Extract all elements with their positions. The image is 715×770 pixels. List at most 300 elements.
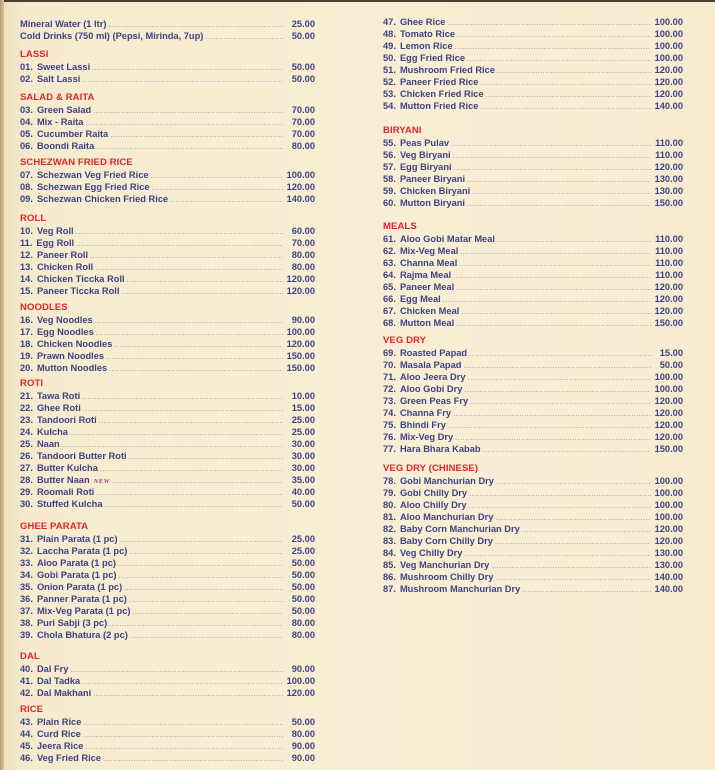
item-name: Butter Kulcha bbox=[36, 463, 98, 473]
dot-leader bbox=[82, 392, 283, 404]
item-name: Chicken Meal bbox=[399, 306, 460, 316]
menu-item bbox=[20, 402, 315, 414]
item-number: 43. bbox=[20, 717, 33, 727]
item-price: 50.00 bbox=[291, 499, 315, 509]
dot-leader bbox=[468, 373, 651, 385]
item-price: 100.00 bbox=[654, 488, 683, 498]
menu-item bbox=[383, 419, 683, 431]
menu-item bbox=[383, 475, 683, 487]
dot-leader bbox=[483, 445, 651, 457]
item-name: Cucumber Raita bbox=[36, 129, 109, 139]
menu-section-meals bbox=[383, 221, 683, 329]
section-title: BIRYANI bbox=[383, 125, 422, 136]
menu-item bbox=[20, 716, 315, 728]
menu-item bbox=[20, 128, 315, 140]
item-price: 15.00 bbox=[659, 348, 683, 358]
item-price: 15.00 bbox=[291, 403, 315, 413]
item-number: 42. bbox=[20, 688, 33, 698]
item-price: 100.00 bbox=[654, 372, 683, 382]
dot-leader bbox=[447, 18, 651, 30]
item-number: 36. bbox=[20, 594, 33, 604]
dot-leader bbox=[127, 275, 283, 287]
item-price: 100.00 bbox=[654, 53, 683, 63]
dot-leader bbox=[96, 142, 283, 154]
item-price: 110.00 bbox=[655, 258, 683, 268]
item-price: 140.00 bbox=[654, 584, 683, 594]
dot-leader bbox=[455, 433, 651, 445]
item-number: 38. bbox=[20, 618, 33, 628]
dot-leader bbox=[469, 501, 651, 513]
item-name: Panner Parata (1 pc) bbox=[36, 594, 127, 604]
dot-leader bbox=[129, 452, 283, 464]
item-price: 120.00 bbox=[654, 65, 683, 75]
item-name: Roasted Papad bbox=[399, 348, 468, 358]
item-price: 25.00 bbox=[291, 427, 315, 437]
item-number: 31. bbox=[20, 534, 33, 544]
item-price: 120.00 bbox=[654, 282, 683, 292]
dot-leader bbox=[469, 489, 651, 501]
item-price: 30.00 bbox=[291, 439, 315, 449]
item-price: 50.00 bbox=[291, 582, 315, 592]
item-name: Naan bbox=[36, 439, 60, 449]
menu-item bbox=[383, 571, 683, 583]
dot-leader bbox=[453, 409, 651, 421]
item-name: Mix-Veg Meal bbox=[399, 246, 459, 256]
menu-item bbox=[20, 414, 315, 426]
item-name: Schezwan Chicken Fried Rice bbox=[36, 194, 169, 204]
menu-item bbox=[383, 293, 683, 305]
item-name: Mutton Biryani bbox=[399, 198, 466, 208]
item-name: Cold Drinks (750 ml) (Pepsi, Mirinda, 7up) bbox=[20, 31, 204, 41]
item-number: 66. bbox=[383, 294, 396, 304]
menu-item bbox=[20, 569, 315, 581]
item-price: 150.00 bbox=[286, 363, 315, 373]
item-price: 120.00 bbox=[654, 162, 683, 172]
item-price: 60.00 bbox=[291, 226, 315, 236]
item-number: 34. bbox=[20, 570, 33, 580]
item-price: 120.00 bbox=[654, 420, 683, 430]
item-name: Chicken Noodles bbox=[36, 339, 113, 349]
item-price: 30.00 bbox=[291, 463, 315, 473]
dot-leader bbox=[472, 187, 651, 199]
item-price: 90.00 bbox=[291, 753, 315, 763]
item-number: 85. bbox=[383, 560, 396, 570]
item-price: 50.00 bbox=[291, 31, 315, 41]
item-number: 62. bbox=[383, 246, 396, 256]
menu-section-continued bbox=[383, 16, 683, 112]
item-number: 37. bbox=[20, 606, 33, 616]
item-price: 70.00 bbox=[291, 129, 315, 139]
item-name: Schezwan Egg Fried Rice bbox=[36, 182, 150, 192]
dot-leader bbox=[129, 547, 283, 559]
item-name: Peas Pulav bbox=[399, 138, 450, 148]
item-name: Dal Fry bbox=[36, 664, 69, 674]
item-price: 120.00 bbox=[654, 524, 683, 534]
menu-item bbox=[383, 559, 683, 571]
item-number: 86. bbox=[383, 572, 396, 582]
item-name: Stuffed Kulcha bbox=[36, 499, 103, 509]
item-price: 50.00 bbox=[659, 360, 683, 370]
item-price: 150.00 bbox=[654, 318, 683, 328]
dot-leader bbox=[480, 78, 651, 90]
item-number: 32. bbox=[20, 546, 33, 556]
dot-leader bbox=[129, 595, 283, 607]
dot-leader bbox=[496, 477, 651, 489]
item-name: Laccha Parata (1 pc) bbox=[36, 546, 128, 556]
item-price: 150.00 bbox=[286, 351, 315, 361]
item-number: 56. bbox=[383, 150, 396, 160]
page-top-edge bbox=[0, 0, 715, 2]
item-number: 08. bbox=[20, 182, 33, 192]
dot-leader bbox=[103, 754, 283, 766]
item-number: 33. bbox=[20, 558, 33, 568]
dot-leader bbox=[105, 500, 283, 512]
menu-item bbox=[383, 40, 683, 52]
item-number: 72. bbox=[383, 384, 396, 394]
item-name: Dal Tadka bbox=[36, 676, 81, 686]
dot-leader bbox=[469, 349, 651, 361]
menu-item bbox=[20, 486, 315, 498]
item-number: 23. bbox=[20, 415, 33, 425]
item-number: 09. bbox=[20, 194, 33, 204]
menu-item bbox=[20, 140, 315, 152]
item-number: 17. bbox=[20, 327, 33, 337]
item-name: Tandoori Butter Roti bbox=[36, 451, 127, 461]
section-title: DAL bbox=[20, 651, 40, 662]
item-number: 60. bbox=[383, 198, 396, 208]
menu-item bbox=[20, 390, 315, 402]
item-number: 51. bbox=[383, 65, 396, 75]
item-price: 100.00 bbox=[654, 29, 683, 39]
menu-item bbox=[20, 326, 315, 338]
item-number: 12. bbox=[20, 250, 33, 260]
menu-section-ghee-parata bbox=[20, 521, 315, 641]
item-price: 120.00 bbox=[286, 339, 315, 349]
item-price: 80.00 bbox=[291, 141, 315, 151]
menu-section-roti bbox=[20, 378, 315, 510]
dot-leader bbox=[464, 385, 651, 397]
menu-item bbox=[20, 474, 315, 486]
item-number: 73. bbox=[383, 396, 396, 406]
menu-item bbox=[383, 245, 683, 257]
menu-item bbox=[20, 261, 315, 273]
item-number: 04. bbox=[20, 117, 33, 127]
item-name: Egg Noodles bbox=[36, 327, 94, 337]
menu-item bbox=[20, 169, 315, 181]
menu-item bbox=[20, 225, 315, 237]
menu-item bbox=[383, 28, 683, 40]
dot-leader bbox=[109, 619, 283, 631]
item-number: 35. bbox=[20, 582, 33, 592]
item-price: 130.00 bbox=[654, 186, 683, 196]
item-number: 87. bbox=[383, 584, 396, 594]
dot-leader bbox=[451, 139, 651, 151]
item-name: Mushroom Fried Rice bbox=[399, 65, 495, 75]
item-number: 26. bbox=[20, 451, 33, 461]
menu-item bbox=[20, 73, 315, 85]
item-number: 15. bbox=[20, 286, 33, 296]
dot-leader bbox=[453, 151, 651, 163]
item-price: 100.00 bbox=[654, 512, 683, 522]
section-title: ROTI bbox=[20, 378, 44, 389]
dot-leader bbox=[120, 535, 283, 547]
menu-item bbox=[383, 257, 683, 269]
item-number: 58. bbox=[383, 174, 396, 184]
menu-section-dal bbox=[20, 651, 315, 699]
dot-leader bbox=[119, 571, 284, 583]
item-price: 150.00 bbox=[654, 444, 683, 454]
section-title: VEG DRY bbox=[383, 335, 427, 346]
item-name: Chicken Fried Rice bbox=[399, 89, 484, 99]
section-title: SCHEZWAN FRIED RICE bbox=[20, 157, 133, 168]
item-name: Rajma Meal bbox=[399, 270, 452, 280]
dot-leader bbox=[114, 340, 283, 352]
menu-item bbox=[20, 350, 315, 362]
item-number: 41. bbox=[20, 676, 33, 686]
dot-leader bbox=[118, 559, 283, 571]
item-name: Mushroom Chilly Dry bbox=[399, 572, 494, 582]
dot-leader bbox=[467, 199, 651, 211]
item-name: Paneer Ticcka Roll bbox=[36, 286, 120, 296]
menu-item bbox=[20, 533, 315, 545]
dot-leader bbox=[480, 102, 651, 114]
item-name: Masala Papad bbox=[399, 360, 462, 370]
item-price: 25.00 bbox=[291, 534, 315, 544]
item-price: 70.00 bbox=[291, 238, 315, 248]
item-number: 81. bbox=[383, 512, 396, 522]
item-number: 71. bbox=[383, 372, 396, 382]
item-number: 67. bbox=[383, 306, 396, 316]
item-price: 120.00 bbox=[654, 89, 683, 99]
item-number: 52. bbox=[383, 77, 396, 87]
item-name: Mix - Raita bbox=[36, 117, 84, 127]
item-number: 47. bbox=[383, 17, 396, 27]
item-number: 49. bbox=[383, 41, 396, 51]
item-price: 110.00 bbox=[655, 150, 683, 160]
menu-item bbox=[383, 173, 683, 185]
item-name: Tandoori Roti bbox=[36, 415, 97, 425]
item-name: Gobi Manchurian Dry bbox=[399, 476, 494, 486]
item-name: Dal Makhani bbox=[36, 688, 92, 698]
item-price: 90.00 bbox=[291, 315, 315, 325]
menu-item bbox=[20, 181, 315, 193]
item-name: Veg Noodles bbox=[36, 315, 93, 325]
item-name: Onion Parata (1 pc) bbox=[36, 582, 123, 592]
dot-leader bbox=[112, 476, 283, 488]
dot-leader bbox=[448, 421, 651, 433]
dot-leader bbox=[109, 364, 283, 376]
item-name: Egg Fried Rice bbox=[399, 53, 466, 63]
item-price: 80.00 bbox=[291, 250, 315, 260]
item-name: Ghee Rice bbox=[399, 17, 446, 27]
item-number: 02. bbox=[20, 74, 33, 84]
item-name: Puri Sabji (3 pc) bbox=[36, 618, 108, 628]
menu-item bbox=[20, 285, 315, 297]
item-name: Chicken Ticcka Roll bbox=[36, 274, 125, 284]
menu-item bbox=[20, 687, 315, 699]
item-number: 64. bbox=[383, 270, 396, 280]
menu-item bbox=[20, 740, 315, 752]
menu-item bbox=[20, 438, 315, 450]
item-name: Veg Manchurian Dry bbox=[399, 560, 490, 570]
item-name: Paneer Biryani bbox=[399, 174, 466, 184]
item-number: 68. bbox=[383, 318, 396, 328]
item-name: Aloo Parata (1 pc) bbox=[36, 558, 116, 568]
item-price: 100.00 bbox=[286, 676, 315, 686]
section-title: GHEE PARATA bbox=[20, 521, 89, 532]
item-name: Kulcha bbox=[36, 427, 68, 437]
item-number: 78. bbox=[383, 476, 396, 486]
menu-item bbox=[383, 535, 683, 547]
dot-leader bbox=[497, 66, 651, 78]
menu-section-veg-dry-chinese bbox=[383, 463, 683, 595]
section-title: SALAD & RAITA bbox=[20, 92, 95, 103]
menu-item bbox=[383, 305, 683, 317]
dot-leader bbox=[491, 561, 651, 573]
item-name: Veg Biryani bbox=[399, 150, 451, 160]
item-number: 55. bbox=[383, 138, 396, 148]
item-number: 27. bbox=[20, 463, 33, 473]
menu-item bbox=[383, 407, 683, 419]
dot-leader bbox=[85, 118, 283, 130]
item-name: Tomato Rice bbox=[399, 29, 456, 39]
item-price: 120.00 bbox=[654, 294, 683, 304]
item-price: 50.00 bbox=[291, 606, 315, 616]
menu-item bbox=[383, 371, 683, 383]
item-name: Paneer Roll bbox=[36, 250, 89, 260]
item-number: 77. bbox=[383, 444, 396, 454]
item-number: 20. bbox=[20, 363, 33, 373]
item-number: 29. bbox=[20, 487, 33, 497]
menu-section-continued bbox=[20, 18, 315, 42]
item-price: 90.00 bbox=[291, 741, 315, 751]
dot-leader bbox=[83, 718, 283, 730]
dot-leader bbox=[470, 397, 651, 409]
menu-item bbox=[383, 583, 683, 595]
dot-leader bbox=[205, 32, 283, 44]
item-name: Paneer Meal bbox=[399, 282, 455, 292]
dot-leader bbox=[495, 537, 651, 549]
item-name: Channa Fry bbox=[399, 408, 452, 418]
item-number: 24. bbox=[20, 427, 33, 437]
item-number: 21. bbox=[20, 391, 33, 401]
menu-item bbox=[383, 511, 683, 523]
section-title: VEG DRY (CHINESE) bbox=[383, 463, 479, 474]
item-name: Butter Naan bbox=[36, 475, 90, 485]
menu-item bbox=[20, 116, 315, 128]
item-price: 90.00 bbox=[291, 664, 315, 674]
item-number: 74. bbox=[383, 408, 396, 418]
menu-item bbox=[383, 161, 683, 173]
section-title: RICE bbox=[20, 704, 44, 715]
dot-leader bbox=[151, 171, 283, 183]
menu-section-biryani bbox=[383, 125, 683, 209]
item-number: 63. bbox=[383, 258, 396, 268]
item-name: Veg Chilly Dry bbox=[399, 548, 463, 558]
menu-item bbox=[383, 52, 683, 64]
item-price: 100.00 bbox=[654, 17, 683, 27]
menu-item bbox=[20, 426, 315, 438]
menu-item bbox=[20, 314, 315, 326]
menu-item bbox=[20, 30, 315, 42]
menu-item bbox=[20, 593, 315, 605]
item-price: 100.00 bbox=[286, 170, 315, 180]
dot-leader bbox=[443, 295, 651, 307]
item-name: Veg Fried Rice bbox=[36, 753, 102, 763]
item-name: Aloo Gobi Matar Meal bbox=[399, 234, 495, 244]
item-name: Aloo Gobi Dry bbox=[399, 384, 463, 394]
item-price: 25.00 bbox=[291, 546, 315, 556]
page-left-edge bbox=[0, 0, 4, 770]
dot-leader bbox=[454, 163, 651, 175]
dot-leader bbox=[464, 549, 651, 561]
menu-item bbox=[383, 443, 683, 455]
dot-leader bbox=[70, 665, 283, 677]
item-price: 80.00 bbox=[291, 618, 315, 628]
item-number: 50. bbox=[383, 53, 396, 63]
item-price: 120.00 bbox=[286, 274, 315, 284]
dot-leader bbox=[170, 195, 283, 207]
item-name: Green Salad bbox=[36, 105, 92, 115]
item-number: 13. bbox=[20, 262, 33, 272]
menu-item bbox=[383, 233, 683, 245]
item-number: 61. bbox=[383, 234, 396, 244]
item-name: Aloo Manchurian Dry bbox=[399, 512, 494, 522]
new-badge: NEW bbox=[93, 478, 110, 485]
menu-item bbox=[383, 359, 683, 371]
item-number: 44. bbox=[20, 729, 33, 739]
menu-section-noodles bbox=[20, 302, 315, 374]
item-price: 130.00 bbox=[654, 174, 683, 184]
item-name: Egg Meal bbox=[399, 294, 441, 304]
dot-leader bbox=[121, 287, 283, 299]
item-price: 130.00 bbox=[654, 548, 683, 558]
item-price: 30.00 bbox=[291, 451, 315, 461]
item-number: 06. bbox=[20, 141, 33, 151]
item-price: 120.00 bbox=[654, 306, 683, 316]
dot-leader bbox=[124, 583, 283, 595]
menu-item bbox=[20, 362, 315, 374]
item-number: 16. bbox=[20, 315, 33, 325]
item-number: 84. bbox=[383, 548, 396, 558]
item-name: Ghee Roti bbox=[36, 403, 81, 413]
menu-item bbox=[383, 487, 683, 499]
item-price: 120.00 bbox=[654, 396, 683, 406]
dot-leader bbox=[83, 404, 283, 416]
menu-item bbox=[383, 395, 683, 407]
item-number: 10. bbox=[20, 226, 33, 236]
item-number: 03. bbox=[20, 105, 33, 115]
menu-item bbox=[20, 61, 315, 73]
item-name: Chola Bhatura (2 pc) bbox=[36, 630, 128, 640]
item-name: Chicken Roll bbox=[36, 262, 94, 272]
item-number: 25. bbox=[20, 439, 33, 449]
section-title: ROLL bbox=[20, 213, 47, 224]
item-price: 120.00 bbox=[286, 688, 315, 698]
item-price: 100.00 bbox=[286, 327, 315, 337]
menu-item bbox=[20, 338, 315, 350]
item-price: 50.00 bbox=[291, 717, 315, 727]
menu-section-roll bbox=[20, 213, 315, 297]
item-price: 25.00 bbox=[291, 415, 315, 425]
dot-leader bbox=[76, 227, 283, 239]
menu-section-lassi bbox=[20, 49, 315, 85]
dot-leader bbox=[70, 428, 283, 440]
item-price: 110.00 bbox=[655, 246, 683, 256]
item-price: 100.00 bbox=[654, 41, 683, 51]
item-number: 05. bbox=[20, 129, 33, 139]
dot-leader bbox=[497, 235, 651, 247]
